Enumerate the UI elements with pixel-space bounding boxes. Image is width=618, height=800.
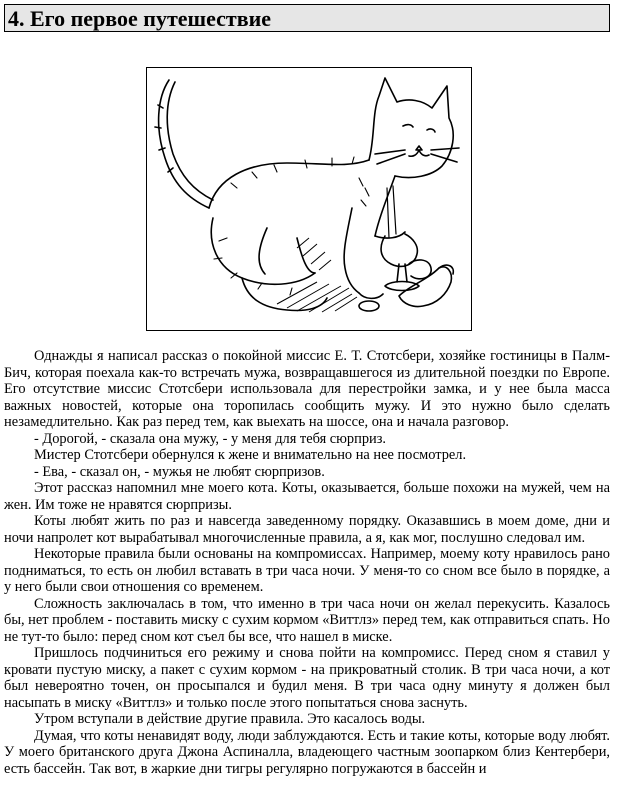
chapter-title: 4. Его первое путешествие xyxy=(8,6,272,31)
cat-illustration-icon xyxy=(147,68,471,330)
paragraph-6: Коты любят жить по раз и навсегда заведенному порядку. Оказавшись в моем доме, дни и ночи напролет кот вырабатывал многочисленные правила, а я, как мог, послушно следовал им. xyxy=(4,513,610,546)
paragraph-9: Пришлось подчиниться его режиму и снова пойти на компромисс. Перед сном я ставил у кровати пустую миску, а пакет с сухим кормом - на прикроватный столик. В три часа ночи, а кот был невероятно точен, он просыпался и будил меня. В три часа одну минуту я должен был насыпать в миску «Виттлз» и только после этого попытаться снова заснуть. xyxy=(4,645,610,711)
paragraph-11: Думая, что коты ненавидят воду, люди заблуждаются. Есть и такие коты, которые воду любят. У моего британского друга Джона Аспиналла, владеющего частным зоопарком близ Кентербери, есть бассейн. Так вот, в жаркие дни тигры регулярно погружаются в бассейн и xyxy=(4,727,610,777)
body-text xyxy=(4,348,610,777)
paragraph-3: Мистер Стотсбери обернулся к жене и внимательно на нее посмотрел. xyxy=(34,447,467,463)
paragraph-8: Сложность заключалась в том, что именно в три часа ночи он желал перекусить. Казалось бы, нет проблем - поставить миску с сухим кормом «Виттлз» перед тем, как отправиться спать. Но не тут-то было: перед сном кот съел бы все, что нашел в миске. xyxy=(4,595,611,645)
cat-illustration xyxy=(146,67,472,331)
paragraph-4: - Ева, - сказал он, - мужья не любят сюрпризов. xyxy=(34,463,325,480)
paragraph-7: Некоторые правила были основаны на компромиссах. Например, моему коту нравилось рано подниматься, то есть он любил вставать в три часа ночи. У меня-то со сном все было в порядке, а у него были свои отношения со временем. xyxy=(4,546,610,595)
paragraph-2: - Дорогой, - сказала она мужу, - у меня для тебя сюрприз. xyxy=(34,430,386,447)
chapter-header xyxy=(4,4,610,32)
paragraph-1: Однажды я написал рассказ о покойной миссис Е. Т. Стотсбери, хозяйке гостиницы в Палм-Бич, которая поехала как-то встречать мужа, возвращавшегося из длительной поездки по Европе. Его отсутствие миссис Стотсбери использовала для перестройки замка, и у нее была масса важных новостей, которые она торопилась сообщить мужу. И это нужно было сделать незамедлительно. Как раз перед тем, как выехать на шоссе, она и начала разговор. xyxy=(4,348,610,430)
paragraph-10: Утром вступали в действие другие правила. Это касалось воды. xyxy=(34,711,426,727)
paragraph-5: Этот рассказ напомнил мне моего кота. Коты, оказывается, больше похожи на мужей, чем на жен. Им тоже не нравятся сюрпризы. xyxy=(4,480,610,513)
